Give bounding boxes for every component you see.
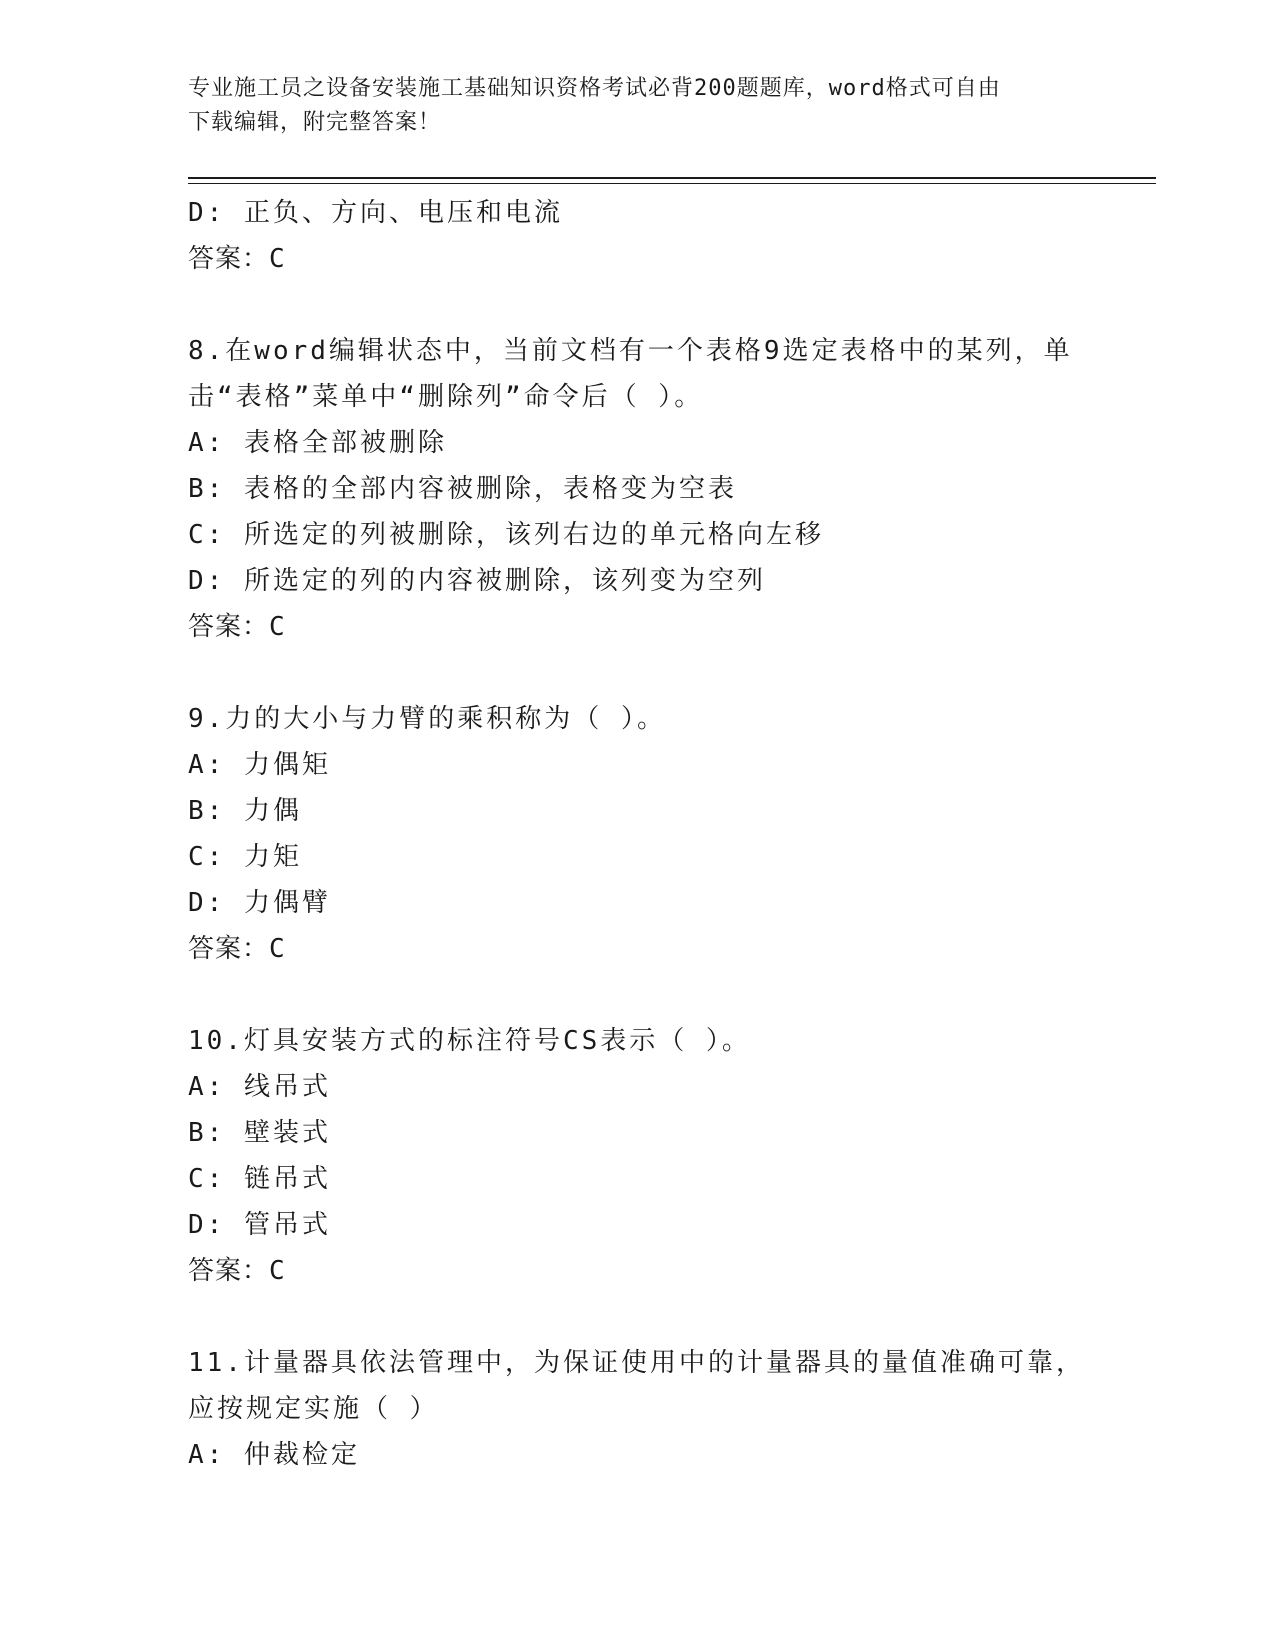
option-a: A: 线吊式 xyxy=(188,1072,331,1102)
question-stem: 8.在word编辑状态中，当前文档有一个表格9选定表格中的某列，单 xyxy=(188,336,1073,366)
question-block-8 xyxy=(188,328,1088,650)
option-b: B: 壁装式 xyxy=(188,1118,331,1148)
option-d: D: 力偶臂 xyxy=(188,888,331,918)
option-a: A: 表格全部被删除 xyxy=(188,428,447,458)
option-c: C: 链吊式 xyxy=(188,1164,331,1194)
question-stem: 11.计量器具依法管理中，为保证使用中的计量器具的量值准确可靠， xyxy=(188,1348,1085,1378)
answer-line: 答案：C xyxy=(188,612,286,642)
spacer xyxy=(188,972,1088,1018)
spacer xyxy=(188,1294,1088,1340)
question-stem-continued: 击“表格”菜单中“删除列”命令后（ ）。 xyxy=(188,382,704,412)
question-stem: 9.力的大小与力臂的乘积称为（ ）。 xyxy=(188,704,666,734)
answer-line: 答案：C xyxy=(188,1256,286,1286)
question-block-10 xyxy=(188,1018,1088,1294)
option-d: D: 管吊式 xyxy=(188,1210,331,1240)
header-divider-thick xyxy=(188,177,1156,179)
header-title-line-2: 下载编辑，附完整答案！ xyxy=(188,110,442,135)
question-block-prev xyxy=(188,190,1088,282)
header-divider-thin xyxy=(188,183,1156,184)
answer-line: 答案：C xyxy=(188,934,286,964)
question-block-9 xyxy=(188,696,1088,972)
document-header xyxy=(188,72,1088,140)
question-stem-continued: 应按规定实施（ ） xyxy=(188,1394,439,1424)
answer-line: 答案：C xyxy=(188,244,286,274)
spacer xyxy=(188,282,1088,328)
option-c: C: 所选定的列被删除，该列右边的单元格向左移 xyxy=(188,520,824,550)
question-stem: 10.灯具安装方式的标注符号CS表示（ ）。 xyxy=(188,1026,751,1056)
header-title-line-1: 专业施工员之设备安装施工基础知识资格考试必背200题题库，word格式可自由 xyxy=(188,76,1001,101)
option-d: D: 正负、方向、电压和电流 xyxy=(188,198,563,228)
spacer xyxy=(188,650,1088,696)
question-block-11 xyxy=(188,1340,1088,1478)
option-b: B: 表格的全部内容被删除，表格变为空表 xyxy=(188,474,737,504)
option-b: B: 力偶 xyxy=(188,796,302,826)
document-body xyxy=(188,190,1088,1478)
option-d: D: 所选定的列的内容被删除，该列变为空列 xyxy=(188,566,766,596)
option-c: C: 力矩 xyxy=(188,842,302,872)
option-a: A: 仲裁检定 xyxy=(188,1440,360,1470)
option-a: A: 力偶矩 xyxy=(188,750,331,780)
